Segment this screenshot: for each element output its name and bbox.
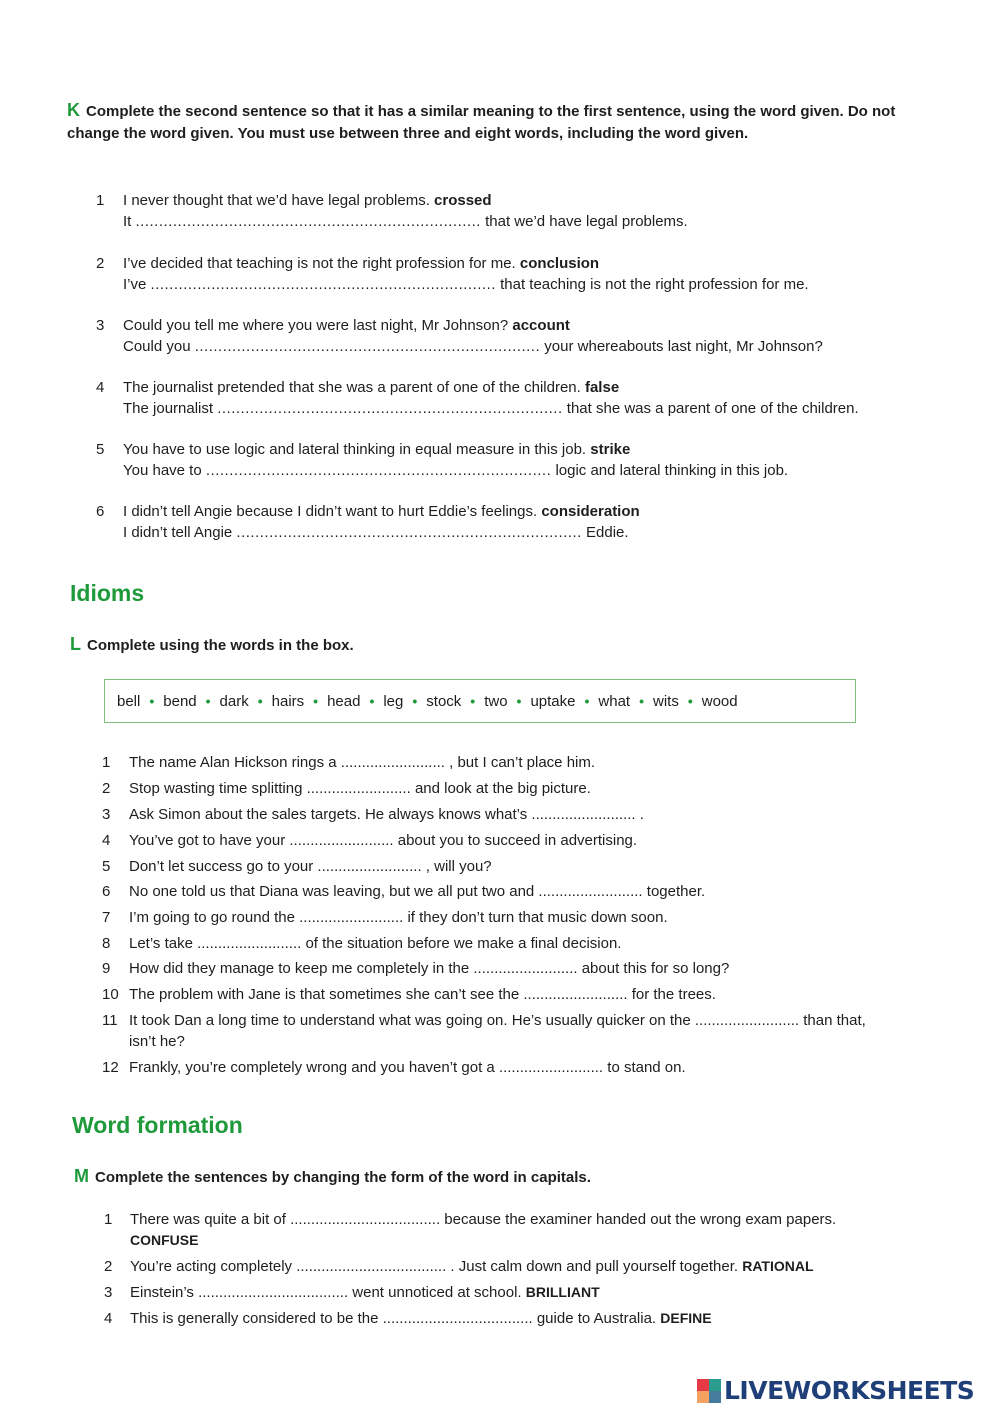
idiom-sentence [102,1057,902,1078]
logo-square [709,1379,721,1391]
sentence-text: You have to use logic and lateral thinking in equal measure in this job. [123,441,587,458]
question-number: 2 [102,780,111,797]
question-number: 6 [96,503,105,520]
question-number: 2 [96,255,105,272]
capital-word: RATIONAL [742,1258,814,1274]
formation-sentence [104,1209,894,1251]
section-l-instruction [70,634,354,655]
box-word: wood [701,692,738,710]
rewrite-sentence [123,460,896,481]
question-number: 8 [102,935,111,952]
bullet-separator: • [149,693,155,709]
question-number: 2 [104,1258,113,1275]
key-word: false [584,379,620,396]
original-sentence [123,377,896,398]
sentence-text: The journalist pretended that she was a parent of one of the children. [123,379,581,396]
idiom-sentence [102,778,902,799]
answer-gap[interactable]: .......................................................................... [135,213,481,230]
bullet-separator: • [516,693,522,709]
logo-square [697,1379,709,1391]
rewrite-sentence [123,211,896,232]
box-word: dark [219,692,249,710]
k-question [96,377,896,419]
sentence-text[interactable]: Stop wasting time splitting ......................... and look at the big picture. [129,780,591,797]
idiom-sentence [102,984,902,1005]
box-word: leg [383,692,404,710]
section-l-instruction-text: Complete using the words in the box. [87,637,354,654]
rewrite-sentence [123,398,896,419]
answer-gap[interactable]: .......................................................................... [236,524,582,541]
sentence-line [130,1282,894,1303]
question-number: 10 [102,986,119,1003]
sentence-text[interactable]: The problem with Jane is that sometimes she can’t see the ......................... for the trees. [129,986,716,1003]
rewrite-start: Could you [123,338,191,355]
question-number: 11 [102,1012,118,1029]
section-l-letter: L [70,634,81,654]
key-word: consideration [541,503,640,520]
question-number: 4 [96,379,105,396]
question-number: 1 [102,754,111,771]
sentence-text[interactable]: Let’s take ......................... of the situation before we make a final decision. [129,935,622,952]
section-k-instruction [67,99,897,145]
section-k-letter: K [67,100,80,120]
idiom-sentence [102,856,902,877]
sentence-text[interactable]: Ask Simon about the sales targets. He always knows what’s ......................... . [129,806,644,823]
sentence-text[interactable]: Einstein’s .................................... went unnoticed at school. [130,1284,522,1301]
rewrite-sentence [123,522,896,543]
idiom-sentence [102,907,902,928]
word-formation-heading: Word formation [72,1112,243,1138]
box-word: bell [117,692,141,710]
sentence-text: I didn’t tell Angie because I didn’t want to hurt Eddie’s feelings. [123,503,538,520]
rewrite-end: logic and lateral thinking in this job. [555,462,789,479]
bullet-separator: • [584,693,590,709]
question-number: 7 [102,909,111,926]
sentence-text[interactable]: Don’t let success go to your ......................... , will you? [129,858,492,875]
rewrite-end: that we’d have legal problems. [485,213,688,230]
box-word: bend [163,692,197,710]
sentence-line [130,1256,894,1277]
answer-gap[interactable]: .......................................................................... [150,276,496,293]
logo-mark-icon [697,1379,721,1403]
question-number: 5 [96,441,105,458]
idiom-sentence [102,1010,902,1052]
key-word: account [512,317,570,334]
rewrite-end: your whereabouts last night, Mr Johnson? [544,338,823,355]
section-m-instruction [74,1166,591,1187]
sentence-text[interactable]: This is generally considered to be the .................................... guide to Australia. [130,1310,657,1327]
logo-square [709,1391,721,1403]
sentence-text[interactable]: No one told us that Diana was leaving, but we all put two and ......................... together. [129,883,706,900]
rewrite-start: You have to [123,462,202,479]
capital-word: CONFUSE [130,1232,199,1248]
question-number: 3 [96,317,105,334]
original-sentence [123,190,896,211]
logo-text: LIVEWORKSHEETS [724,1376,975,1405]
idioms-heading: Idioms [70,580,145,606]
original-sentence [123,501,896,522]
k-question [96,253,896,295]
bullet-separator: • [639,693,644,709]
sentence-line [130,1209,894,1251]
box-word: stock [426,692,462,710]
sentence-text: I never thought that we’d have legal problems. [123,192,430,209]
capital-word: DEFINE [660,1310,712,1326]
rewrite-start: I’ve [123,276,147,293]
answer-gap[interactable]: .......................................................................... [217,400,563,417]
word-box [104,679,856,723]
idiom-sentence [102,830,902,851]
question-number: 12 [102,1059,119,1076]
box-word: what [598,692,631,710]
rewrite-start: I didn’t tell Angie [123,524,233,541]
key-word: crossed [434,192,492,209]
question-number: 9 [102,960,111,977]
capital-word: BRILLIANT [525,1284,600,1300]
sentence-text[interactable]: You’ve got to have your ......................... about you to succeed in advertising. [129,832,638,849]
bullet-separator: • [470,693,476,709]
liveworksheets-logo[interactable] [697,1376,974,1405]
sentence-text[interactable]: You’re acting completely .................................... . Just calm down and pull yourself together. [130,1258,739,1275]
sentence-text: Could you tell me where you were last night, Mr Johnson? [123,317,509,334]
k-question [96,315,896,357]
logo-square [697,1391,709,1403]
idiom-sentence [102,933,902,954]
formation-sentence [104,1308,894,1329]
rewrite-end: that she was a parent of one of the children. [566,400,859,417]
sentence-text[interactable]: Frankly, you’re completely wrong and you haven’t got a ......................... to stand on. [129,1059,686,1076]
original-sentence [123,439,896,460]
box-word: hairs [271,692,305,710]
k-question [96,190,896,232]
formation-sentence [104,1256,894,1277]
bullet-separator: • [313,693,319,709]
sentence-line [130,1308,894,1329]
question-number: 3 [104,1284,113,1301]
box-word: head [327,692,361,710]
rewrite-end: Eddie. [586,524,629,541]
question-number: 1 [104,1211,113,1228]
rewrite-sentence [123,274,896,295]
rewrite-start: It [123,213,132,230]
question-number: 5 [102,858,111,875]
idiom-sentence [102,752,902,773]
bullet-separator: • [687,693,693,709]
bullet-separator: • [257,693,263,709]
question-number: 1 [96,192,105,209]
key-word: conclusion [519,255,600,272]
section-k-instruction-text: Complete the second sentence so that it has a similar meaning to the first sentence, using the word given. Do not change the word given. You must use between three and eight words, including the word given. [67,103,896,142]
answer-gap[interactable]: .......................................................................... [205,462,552,479]
bullet-separator: • [205,693,211,709]
section-m-letter: M [74,1166,89,1186]
answer-gap[interactable]: .......................................................................... [194,338,541,355]
sentence-text[interactable]: The name Alan Hickson rings a ......................... , but I can’t place him. [129,754,596,771]
sentence-text[interactable]: It took Dan a long time to understand what was going on. He’s usually quicker on the ......................... than that, isn’t he? [129,1012,866,1050]
sentence-text[interactable]: I’m going to go round the ......................... if they don’t turn that music down soon. [129,909,668,926]
k-question [96,439,896,481]
sentence-text[interactable]: How did they manage to keep me completely in the ......................... about this for so long? [129,960,730,977]
original-sentence [123,253,896,274]
box-word: two [484,692,508,710]
box-word: wits [653,692,679,710]
section-m-instruction-text: Complete the sentences by changing the form of the word in capitals. [95,1169,591,1186]
bullet-separator: • [412,693,418,709]
question-number: 4 [104,1310,113,1327]
rewrite-start: The journalist [123,400,214,417]
idiom-sentence [102,958,902,979]
rewrite-end: that teaching is not the right profession for me. [500,276,809,293]
question-number: 4 [102,832,111,849]
formation-sentence [104,1282,894,1303]
idiom-sentence [102,804,902,825]
rewrite-sentence [123,336,896,357]
key-word: strike [590,441,631,458]
bullet-separator: • [369,693,375,709]
question-number: 6 [102,883,111,900]
k-question [96,501,896,543]
sentence-text[interactable]: There was quite a bit of .................................... because the examiner handed out the wrong exam papers. [130,1211,837,1228]
question-number: 3 [102,806,111,823]
original-sentence [123,315,896,336]
box-word: uptake [530,692,576,710]
idiom-sentence [102,881,902,902]
sentence-text: I’ve decided that teaching is not the right profession for me. [123,255,516,272]
